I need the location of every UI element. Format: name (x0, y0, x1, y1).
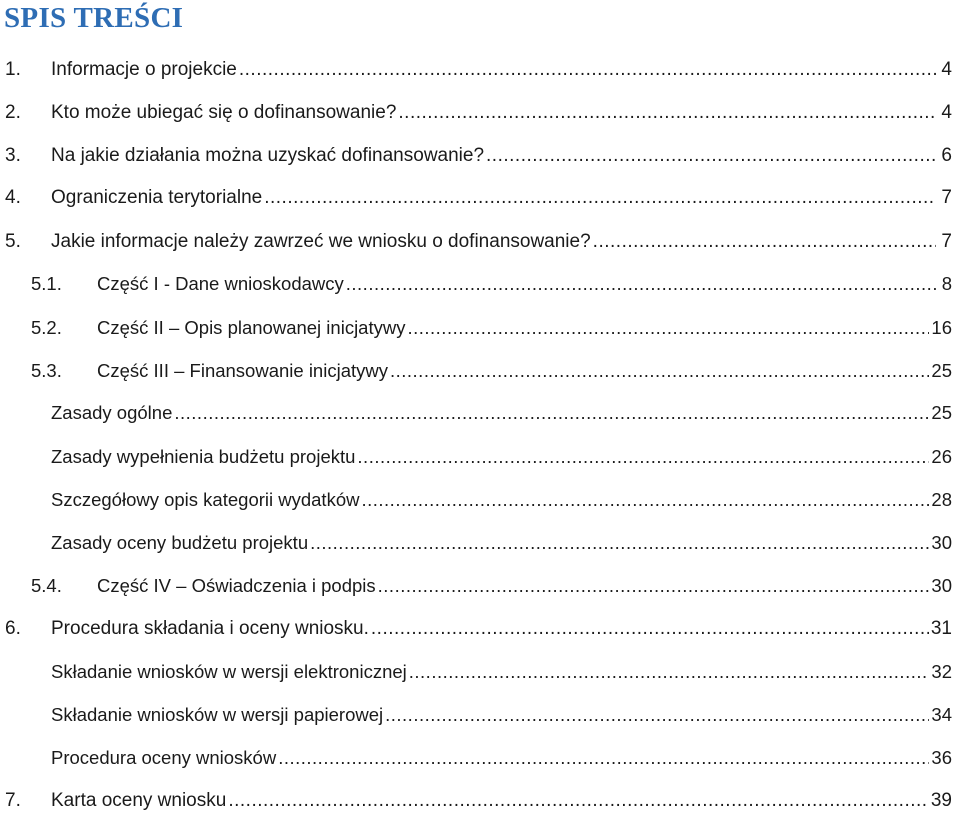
toc-entry-page: 39 (930, 790, 952, 811)
toc-entry-text: Zasady wypełnienia budżetu projektu (51, 446, 356, 467)
toc-entry[interactable] (5, 789, 952, 813)
toc-entry-number: 1. (5, 59, 21, 80)
toc-leader-dots (371, 617, 929, 641)
toc-entry[interactable] (31, 316, 952, 340)
toc-entry-page: 30 (931, 575, 952, 596)
toc-entry[interactable] (5, 101, 952, 125)
toc-entry[interactable] (51, 445, 952, 469)
toc-leader-dots (593, 230, 936, 254)
toc-entry[interactable] (5, 186, 952, 210)
toc-entry[interactable] (5, 230, 952, 254)
toc-entry-text: Jakie informacje należy zawrzeć we wniosku o dofinansowanie? (51, 231, 591, 252)
toc-leader-dots (228, 789, 929, 813)
toc-entry-text: Zasady ogólne (51, 402, 173, 423)
toc-entry-page: 16 (931, 317, 952, 338)
toc-entry-page: 25 (931, 402, 952, 423)
toc-leader-dots (390, 359, 929, 383)
toc-entry-text: Część IV – Oświadczenia i podpis (97, 575, 376, 596)
toc-leader-dots (264, 186, 936, 210)
toc-entry[interactable] (31, 574, 952, 598)
toc-leader-dots (357, 445, 929, 469)
toc-entry-number: 2. (5, 102, 21, 123)
toc-entry-text: Szczegółowy opis kategorii wydatków (51, 489, 360, 510)
toc-entry[interactable] (51, 660, 952, 684)
toc-entry[interactable] (51, 401, 952, 425)
toc-entry-text: Kto może ubiegać się o dofinansowanie? (51, 102, 397, 123)
toc-entry[interactable] (51, 488, 952, 512)
toc-entry-text: Karta oceny wniosku (51, 790, 227, 811)
toc-entry-page: 4 (941, 59, 952, 80)
toc-entry-page: 34 (931, 704, 952, 725)
toc-entry-page: 4 (941, 102, 952, 123)
toc-entry-text: Procedura składania i oceny wniosku. (51, 618, 369, 639)
toc-leader-dots (407, 316, 929, 340)
toc-entry-text: Zasady oceny budżetu projektu (51, 532, 309, 553)
toc-leader-dots (361, 488, 929, 512)
toc-leader-dots (378, 574, 930, 598)
toc-entry-text: Informacje o projekcie (51, 59, 237, 80)
toc-entry-number: 4. (5, 187, 21, 208)
toc-entry[interactable] (51, 746, 952, 770)
toc-leader-dots (239, 58, 936, 82)
toc-leader-dots (409, 660, 930, 684)
toc-title: SPIS TREŚCI (4, 2, 184, 34)
toc-entry[interactable] (51, 531, 952, 555)
toc-entry-page: 8 (941, 273, 952, 294)
toc-entry-text: Część II – Opis planowanej inicjatywy (97, 317, 406, 338)
toc-leader-dots (398, 101, 936, 125)
toc-entry-text: Ograniczenia terytorialne (51, 187, 263, 208)
toc-entry[interactable] (31, 359, 952, 383)
toc-leader-dots (385, 703, 929, 727)
toc-entry[interactable] (51, 703, 952, 727)
toc-leader-dots (278, 746, 929, 770)
toc-entry-number: 5.4. (31, 575, 62, 596)
toc-entry-number: 7. (5, 790, 21, 811)
toc-entry[interactable] (5, 617, 952, 641)
toc-entry-text: Procedura oceny wniosków (51, 747, 277, 768)
toc-entry[interactable] (31, 272, 952, 296)
toc-entry-text: Składanie wniosków w wersji elektronicznej (51, 661, 407, 682)
toc-entry-page: 7 (941, 231, 952, 252)
toc-entry-page: 28 (931, 489, 952, 510)
toc-entry[interactable] (5, 58, 952, 82)
toc-entry-number: 5.1. (31, 273, 62, 294)
toc-entry-number: 3. (5, 145, 21, 166)
toc-entry-text: Na jakie działania można uzyskać dofinansowanie? (51, 145, 485, 166)
toc-entry-text: Składanie wniosków w wersji papierowej (51, 704, 384, 725)
toc-entry-text: Część I - Dane wnioskodawcy (97, 273, 344, 294)
toc-entry-page: 6 (941, 145, 952, 166)
toc-entry[interactable] (5, 144, 952, 168)
toc-entry-number: 6. (5, 618, 21, 639)
toc-entry-page: 30 (931, 532, 952, 553)
toc-leader-dots (486, 144, 936, 168)
toc-entry-text: Część III – Finansowanie inicjatywy (97, 360, 388, 381)
toc-entry-page: 36 (931, 747, 952, 768)
toc-entry-page: 31 (930, 618, 952, 639)
toc-entry-page: 26 (931, 446, 952, 467)
toc-entry-page: 25 (931, 360, 952, 381)
toc-entry-page: 32 (931, 661, 952, 682)
toc-leader-dots (310, 531, 929, 555)
toc-entry-number: 5. (5, 231, 21, 252)
toc-entry-page: 7 (941, 187, 952, 208)
toc-leader-dots (174, 401, 929, 425)
toc-leader-dots (346, 272, 936, 296)
toc-entry-number: 5.3. (31, 360, 62, 381)
toc-entry-number: 5.2. (31, 317, 62, 338)
